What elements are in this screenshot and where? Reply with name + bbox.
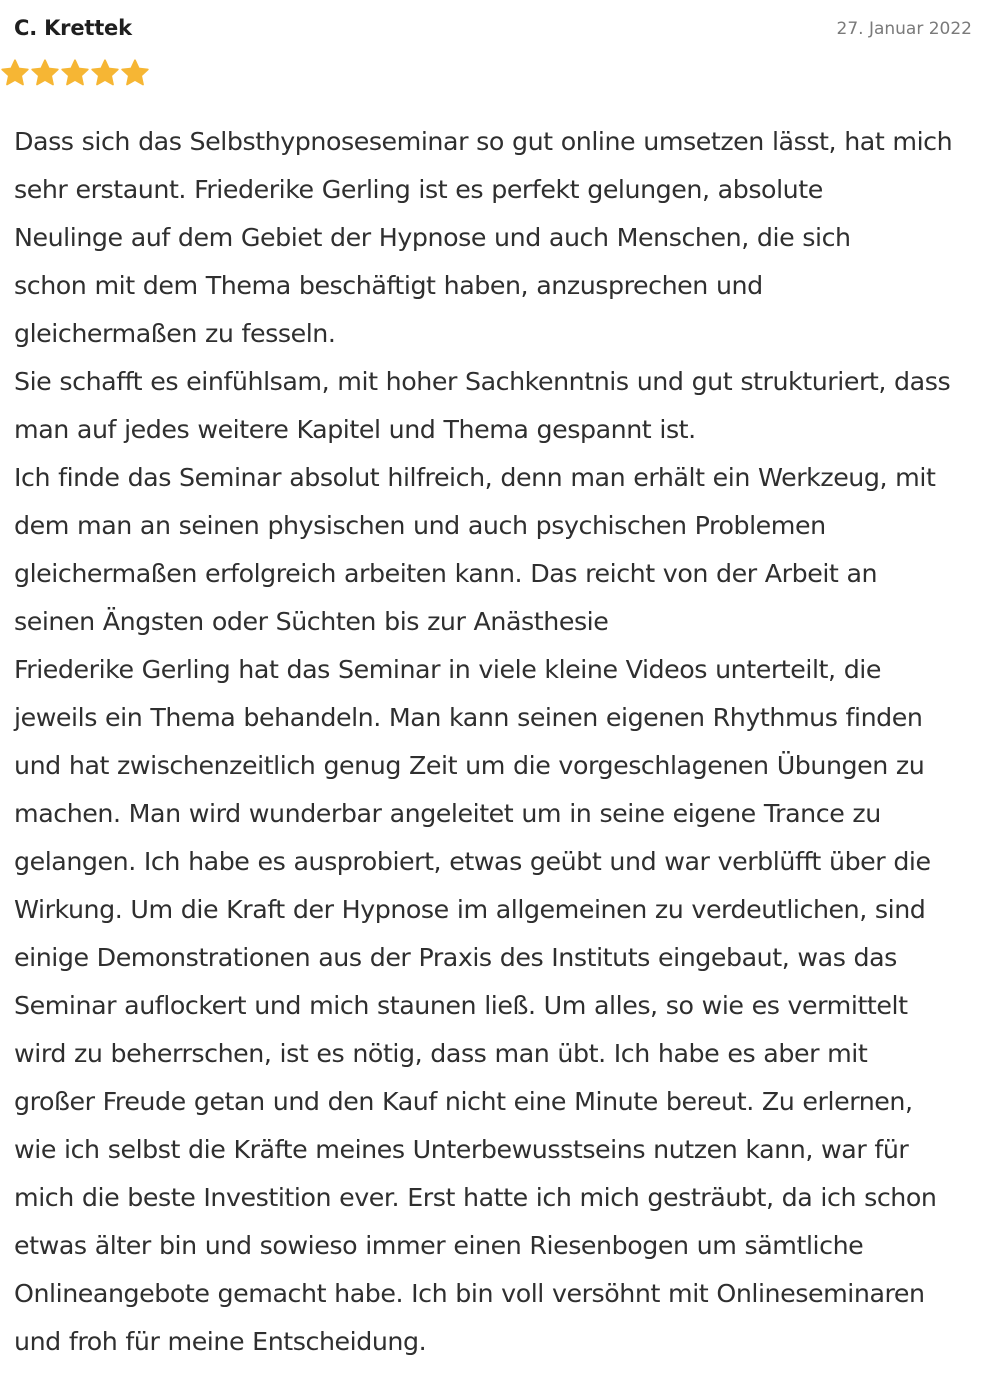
star-icon	[0, 58, 30, 88]
review-header	[14, 0, 992, 60]
review-author: C. Krettek	[14, 16, 132, 40]
review-body	[14, 118, 974, 1366]
review-paragraph: Dass sich das Selbsthypnoseseminar so gut online umsetzen lässt, hat mich sehr erstaunt. Friederike Gerling ist es perfekt gelungen, absolute Neulinge auf dem Gebiet der Hypnose und auch Menschen, die sich schon mit dem Thema beschäftigt haben, anzusprechen und gleichermaßen zu fesseln.	[14, 127, 953, 348]
star-icon	[30, 58, 60, 88]
star-icon	[60, 58, 90, 88]
star-rating	[0, 58, 150, 90]
star-icon	[120, 58, 150, 88]
review-paragraph: Sie schafft es einfühlsam, mit hoher Sachkenntnis und gut strukturiert, dass man auf jedes weitere Kapitel und Thema gespannt ist.	[14, 367, 951, 444]
review-date: 27. Januar 2022	[836, 19, 972, 39]
review-paragraph: Friederike Gerling hat das Seminar in viele kleine Videos unterteilt, die jeweils ein Thema behandeln. Man kann seinen eigenen Rhythmus finden und hat zwischenzeitlich genug Zeit um die vorgeschlagenen Übungen zu machen. Man wird wunderbar angeleitet um in seine eigene Trance zu gelangen. Ich habe es ausprobiert, etwas geübt und war verblüfft über die Wirkung. Um die Kraft der Hypnose im allgemeinen zu verdeutlichen, sind einige Demonstrationen aus der Praxis des Instituts eingebaut, was das Seminar auflockert und mich staunen ließ. Um alles, so wie es vermittelt wird zu beherrschen, ist es nötig, dass man übt. Ich habe es aber mit großer Freude getan und den Kauf nicht eine Minute bereut. Zu erlernen, wie ich selbst die Kräfte meines Unterbewusstseins nutzen kann, war für mich die beste Investition ever. Erst hatte ich mich gesträubt, da ich schon etwas älter bin und sowieso immer einen Riesenbogen um sämtliche Onlineangebote gemacht habe. Ich bin voll versöhnt mit Onlineseminaren und froh für meine Entscheidung.	[14, 655, 937, 1356]
review-paragraph: Ich finde das Seminar absolut hilfreich, denn man erhält ein Werkzeug, mit dem man an seinen physischen und auch psychischen Problemen gleichermaßen erfolgreich arbeiten kann. Das reicht von der Arbeit an seinen Ängsten oder Süchten bis zur Anästhesie	[14, 463, 936, 636]
star-icon	[90, 58, 120, 88]
